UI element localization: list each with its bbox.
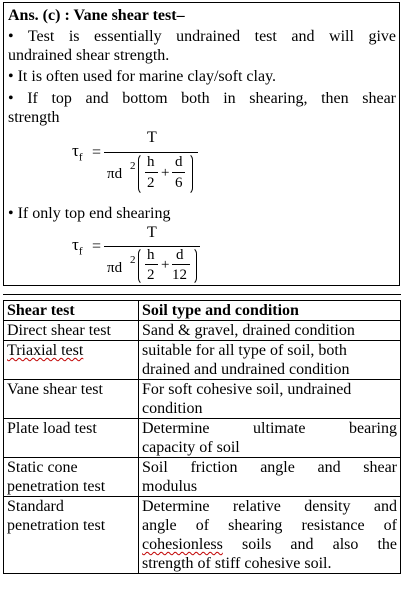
formula2-left-paren [138,247,145,285]
formula1-numerator: T [147,129,157,146]
formula1-denominator-prefix: πd [107,166,123,182]
formula2-denominator-prefix: πd [107,260,123,276]
header-shear-test: Shear test [4,301,139,321]
bullet-marine-clay: • It is often used for marine clay/soft clay. [8,68,277,85]
row-test-name: Static cone penetration test [4,458,139,497]
bullet-undrained-line2: undrained shear strength. [8,47,170,64]
table-top-rule [3,294,401,295]
answer-box [3,2,400,286]
row-test-name: Plate load test [4,419,139,458]
formula2-equals: = [92,238,102,255]
formula2-numerator: T [147,224,157,241]
table-row [4,458,401,497]
row-test-name: Vane shear test [4,380,139,419]
shear-test-table [3,300,401,574]
formula1-inner-num2: d [175,154,183,170]
bullet-top-bottom-line1: • If top and bottom both in shearing, then shear [8,90,396,107]
table-row [4,497,401,574]
row-condition: Determine relative density and angle of shearing resistance of cohesionless soils and also the strength of stiff cohesive soil. [139,497,401,574]
formula2-inner-num1: h [147,247,155,263]
header-soil-type: Soil type and condition [139,301,401,321]
row-condition: Determine ultimate bearing capacity of soil [139,419,401,458]
row-condition: Soil friction angle and shear modulus [139,458,401,497]
formula1-equals: = [92,144,102,161]
formula1-inner-bar2 [172,172,185,173]
table-row [4,419,401,458]
table-row [4,380,401,419]
formula2-lhs: $\tau_f$ [72,235,83,258]
formula1-lhs: $\tau_f$ [72,141,83,164]
formula1-inner-den1: 2 [147,175,155,191]
row-test-name: Standard penetration test [4,497,139,574]
row-condition: For soft cohesive soil, undrained condition [139,380,401,419]
answer-title: Ans. (c) : Vane shear test– [8,7,185,24]
formula1-inner-den2: 6 [175,175,183,191]
formula1-inner-num1: h [147,154,155,170]
row-test-name: Triaxial test [4,341,139,380]
formula2-inner-bar2 [172,264,190,265]
formula2-inner-den2: 12 [172,267,187,283]
table-row [4,321,401,341]
table-row [4,341,401,380]
bullet-top-only: • If only top end shearing [8,205,171,222]
row-test-name: Direct shear test [4,321,139,341]
row-condition: Sand & gravel, drained condition [139,321,401,341]
formula2-inner-den1: 2 [147,267,155,283]
formula2-inner-bar1 [145,264,158,265]
formula2-inner-num2: d [176,247,184,263]
formula1-exponent: 2 [130,160,136,172]
formula2-plus: + [161,257,170,273]
formula1-plus: + [161,165,170,181]
row-condition: suitable for all type of soil, both drained and undrained condition [139,341,401,380]
formula2-exponent: 2 [130,254,136,266]
formula2-right-paren [190,247,197,285]
formula1-right-paren [186,153,193,195]
formula1-inner-bar1 [145,172,158,173]
table-header-row [4,301,401,321]
bullet-undrained-line1: • Test is essentially undrained test and will give [8,28,396,45]
formula1-left-paren [138,153,145,195]
bullet-top-bottom-line2: strength [8,109,60,126]
